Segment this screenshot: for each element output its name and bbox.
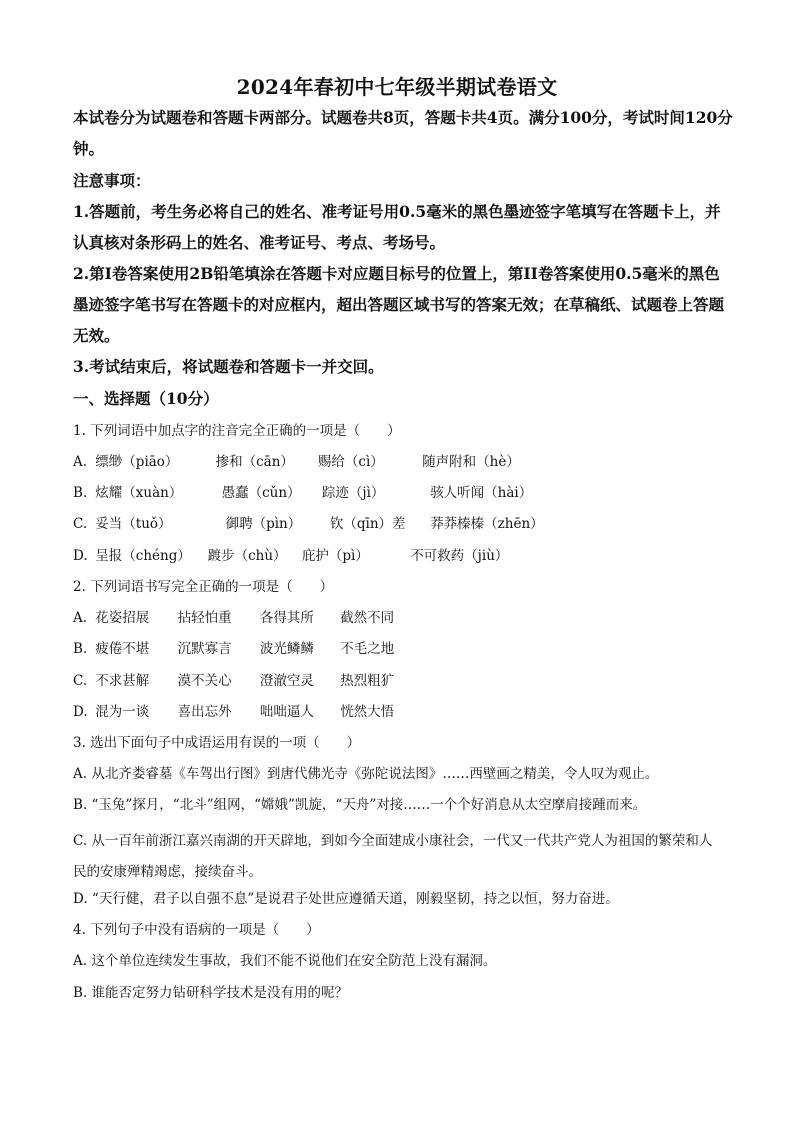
question-1-option-c [73,514,544,534]
question-2-option-b [73,639,394,659]
question-4-option-b: B. 谁能否定努力钻研科学技术是没有用的呢？ [73,985,349,1001]
notice-item-2: 2.第Ⅰ卷答案使用2B铅笔填涂在答题卡对应题目标号的位置上，第II卷答案使用0.5毫米的黑色墨迹签字笔书写在答题卡的对应框内，超出答题区域书写的答案无效；在草稿纸、试题卷上答题无效。 [73,264,725,345]
option-word: 不毛之地 [340,641,395,657]
option-word: 缥缈（piāo） [95,454,179,470]
exam-intro: 本试卷分为试题卷和答题卡两部分。试题卷共8页，答题卡共4页。满分100分，考试时间120分钟。 [73,108,733,158]
option-word: 莽莽榛榛（zhēn） [430,516,544,532]
option-word: 拈轻怕重 [177,610,232,626]
question-2-option-d [73,702,394,722]
option-word: 漠不关心 [177,673,232,689]
option-word: 热烈粗犷 [340,673,395,689]
option-letter: D. [73,548,88,564]
option-word: 咄咄逼人 [259,704,314,720]
section-heading: 一、选择题（10分） [73,389,219,408]
option-word: 不求甚解 [95,673,150,689]
option-letter: A. [73,454,88,470]
question-4-option-a: A. 这个单位连续发生事故，我们不能不说他们在安全防范上没有漏洞。 [73,953,497,969]
option-word: 庇护（pì） [301,548,369,564]
option-letter: A. [73,610,88,626]
question-3-option-c: C. 从一百年前浙江嘉兴南湖的开天辟地，到如今全面建成小康社会，一代又一代共产党人为祖国的繁荣和人民的安康殚精竭虑，接续奋斗。 [73,833,713,880]
option-word: 随声附和（hè） [422,454,520,470]
option-word: 赐给（cì） [317,454,384,470]
question-1-option-d [73,546,508,566]
option-word: 掺和（cān） [215,454,294,470]
question-2-option-c [73,671,394,691]
question-3-option-a: A. 从北齐娄睿墓《车驾出行图》到唐代佛光寺《弥陀说法图》……西壁画之精美，令人叹为观止。 [73,766,659,782]
option-letter: B. [73,641,88,657]
option-word: 踱步（chù） [207,548,287,564]
option-word: 截然不同 [340,610,395,626]
page-title: 2024年春初中七年级半期试卷语文 [236,75,558,99]
option-word: 钦（qīn）差 [329,516,406,532]
option-word: 御聘（pìn） [225,516,302,532]
question-1-option-b [73,483,532,503]
option-letter: C. [73,673,88,689]
question-3-option-d: D. “天行健，君子以自强不息”是说君子处世应遵循天道，刚毅坚韧，持之以恒，努力奋进。 [73,891,619,907]
option-word: 愚蠢（cǔn） [221,485,301,501]
option-word: 疲倦不堪 [95,641,150,657]
option-word: 骇人听闻（hài） [430,485,533,501]
option-word: 波光鳞鳞 [259,641,314,657]
question-2-option-a [73,608,394,628]
option-word: 恍然大悟 [340,704,395,720]
option-word: 不可救药（jiù） [410,548,509,564]
option-letter: D. [73,704,88,720]
option-letter: C. [73,516,88,532]
question-1-option-a [73,452,520,472]
option-word: 踪迹（jì） [321,485,385,501]
option-word: 沉默寡言 [177,641,232,657]
option-word: 混为一谈 [95,704,150,720]
notice-item-3: 3.考试结束后，将试题卷和答题卡一并交回。 [73,357,384,376]
option-word: 花姿招展 [95,610,150,626]
option-word: 呈报（chéng） [95,548,191,564]
question-4-stem: 4. 下列句子中没有语病的一项是（ ） [73,922,320,938]
option-word: 各得其所 [259,610,314,626]
option-word: 喜出忘外 [177,704,232,720]
question-1-stem: 1. 下列词语中加点字的注音完全正确的一项是（ ） [73,423,401,439]
notice-item-1: 1.答题前，考生务必将自己的姓名、准考证号用0.5毫米的黑色墨迹签字笔填写在答题卡上，并认真核对条形码上的姓名、准考证号、考点、考场号。 [73,202,721,252]
notice-heading: 注意事项： [73,171,151,190]
question-3-option-b: B. “玉兔”探月，“北斗”组网，“嫦娥”凯旋，“天舟”对接……一个个好消息从太空摩肩接踵而来。 [73,797,647,813]
question-3-stem: 3. 选出下面句子中成语运用有误的一项（ ） [73,735,361,751]
option-word: 炫耀（xuàn） [95,485,183,501]
question-2-stem: 2. 下列词语书写完全正确的一项是（ ） [73,579,334,595]
option-word: 澄澈空灵 [259,673,314,689]
option-letter: B. [73,485,88,501]
option-word: 妥当（tuǒ） [95,516,172,532]
